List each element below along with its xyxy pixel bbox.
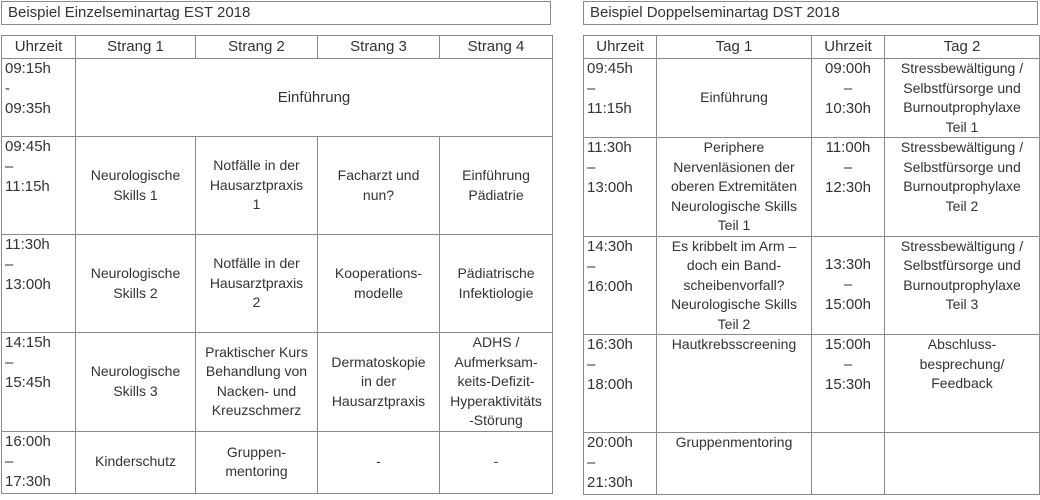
time-cell (812, 433, 885, 495)
header-uhrzeit: Uhrzeit (2, 36, 76, 59)
session-cell: Stressbewältigung / Selbstfürsorge und Burnoutprophylaxe Teil 3 (885, 236, 1040, 335)
session-cell: Neurologische Skills 3 (76, 333, 196, 432)
time-cell: 09:45h – 11:15h (2, 137, 76, 235)
time-cell: 14:15h – 15:45h (2, 333, 76, 432)
session-cell: Neurologische Skills 1 (76, 137, 196, 235)
time-cell: 13:30h – 15:00h (812, 236, 885, 335)
session-cell: Abschluss- besprechung/ Feedback (885, 335, 1040, 433)
table-row (2, 431, 553, 493)
header-uhrzeit-1: Uhrzeit (584, 36, 657, 59)
header-row (2, 36, 553, 59)
session-cell (885, 433, 1040, 495)
table-row (2, 59, 553, 137)
header-strang-3: Strang 3 (318, 36, 440, 59)
table-row (584, 433, 1040, 495)
time-cell: 11:30h – 13:00h (2, 235, 76, 333)
time-cell: 16:30h – 18:00h (584, 335, 657, 433)
time-cell: 11:00h – 12:30h (812, 138, 885, 237)
session-cell: Kinderschutz (76, 431, 196, 493)
einfuehrung-cell: Einführung (76, 59, 553, 137)
einzelseminartag-table (1, 35, 553, 494)
time-cell: 09:45h – 11:15h (584, 59, 657, 138)
time-cell: 09:15h - 09:35h (2, 59, 76, 137)
session-cell: ADHS / Aufmerksam- keits-Defizit- Hyperaktivitäts -Störung (440, 333, 553, 432)
session-cell: - (440, 431, 553, 493)
session-cell: Kooperations- modelle (318, 235, 440, 333)
session-cell: Dermatoskopie in der Hausarztpraxis (318, 333, 440, 432)
table-row (584, 335, 1040, 433)
time-cell: 15:00h – 15:30h (812, 335, 885, 433)
time-cell: 20:00h – 21:30h (584, 433, 657, 495)
session-cell: Stressbewältigung / Selbstfürsorge und Burnoutprophylaxe Teil 1 (885, 59, 1040, 138)
einzelseminartag-title: Beispiel Einzelseminartag EST 2018 (1, 1, 551, 25)
table-row (584, 236, 1040, 335)
table-row (584, 138, 1040, 237)
session-cell: Notfälle in der Hausarztpraxis 1 (196, 137, 318, 235)
header-strang-4: Strang 4 (440, 36, 553, 59)
header-row (584, 36, 1040, 59)
time-cell: 09:00h – 10:30h (812, 59, 885, 138)
doppelseminartag-table (583, 35, 1040, 495)
session-cell: Periphere Nervenläsionen der oberen Extremitäten Neurologische Skills Teil 1 (657, 138, 812, 237)
doppelseminartag-title: Beispiel Doppelseminartag DST 2018 (583, 1, 1038, 25)
time-cell: 11:30h – 13:00h (584, 138, 657, 237)
time-cell: 16:00h – 17:30h (2, 431, 76, 493)
table-row (2, 137, 553, 235)
session-cell: Es kribbelt im Arm – doch ein Band- scheibenvorfall? Neurologische Skills Teil 2 (657, 236, 812, 335)
header-tag-2: Tag 2 (885, 36, 1040, 59)
table-row (584, 59, 1040, 138)
header-tag-1: Tag 1 (657, 36, 812, 59)
header-uhrzeit-2: Uhrzeit (812, 36, 885, 59)
session-cell: Stressbewältigung / Selbstfürsorge und Burnoutprophylaxe Teil 2 (885, 138, 1040, 237)
session-cell: Gruppen- mentoring (196, 431, 318, 493)
session-cell: Einführung (657, 59, 812, 138)
time-cell: 14:30h – 16:00h (584, 236, 657, 335)
header-strang-2: Strang 2 (196, 36, 318, 59)
session-cell: - (318, 431, 440, 493)
session-cell: Facharzt und nun? (318, 137, 440, 235)
header-strang-1: Strang 1 (76, 36, 196, 59)
session-cell: Praktischer Kurs Behandlung von Nacken- und Kreuzschmerz (196, 333, 318, 432)
session-cell: Gruppenmentoring (657, 433, 812, 495)
table-row (2, 333, 553, 432)
session-cell: Einführung Pädiatrie (440, 137, 553, 235)
table-row (2, 235, 553, 333)
session-cell: Neurologische Skills 2 (76, 235, 196, 333)
session-cell: Notfälle in der Hausarztpraxis 2 (196, 235, 318, 333)
session-cell: Pädiatrische Infektiologie (440, 235, 553, 333)
session-cell: Hautkrebsscreening (657, 335, 812, 433)
